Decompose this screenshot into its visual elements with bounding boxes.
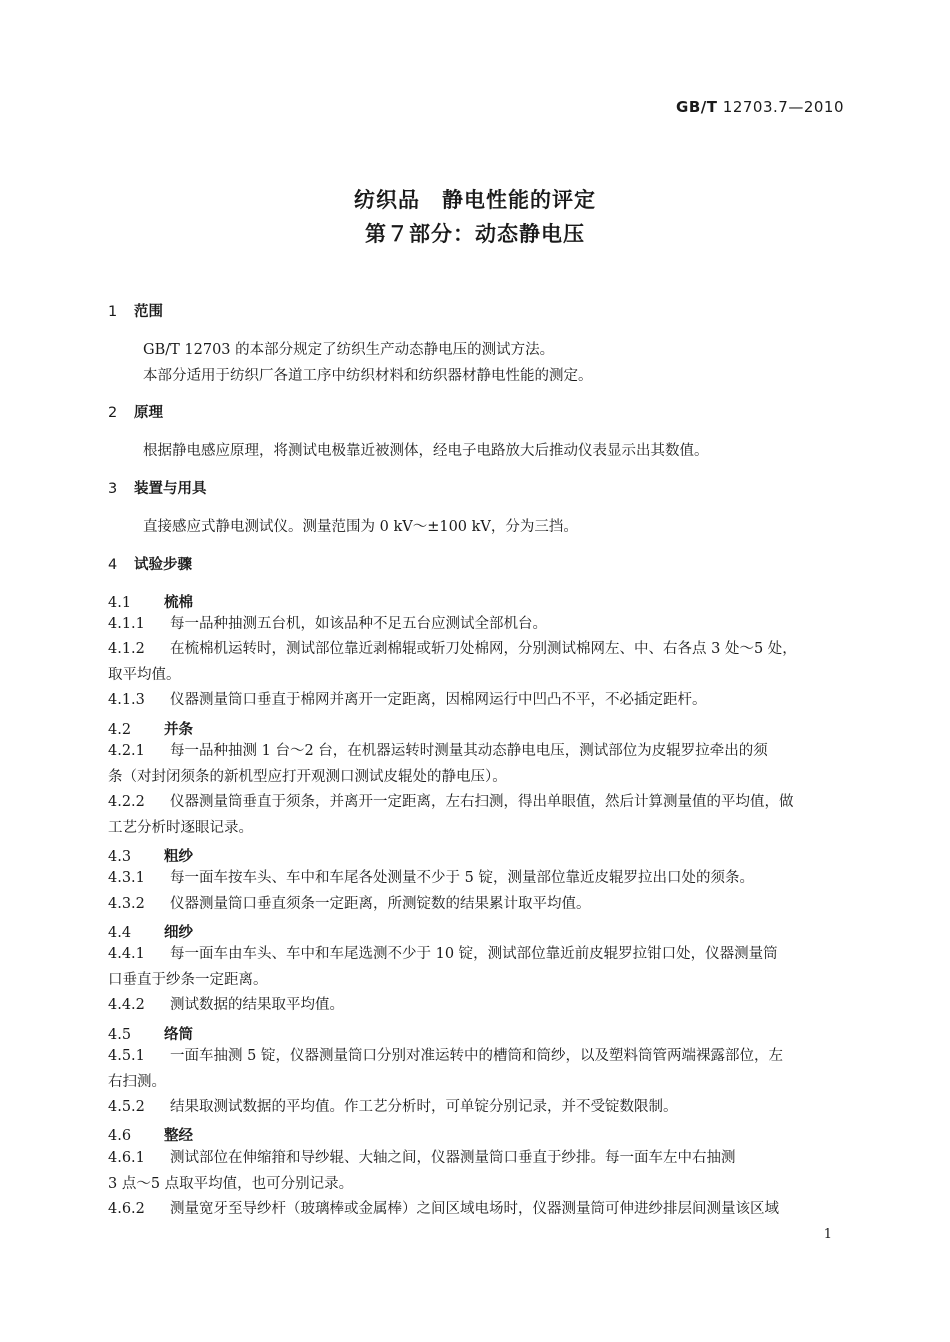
document-title: 纺织品 静电性能的评定 bbox=[354, 188, 596, 212]
subsection-number: 4.3 bbox=[108, 849, 132, 865]
subsection-number: 4.2 bbox=[108, 722, 132, 738]
clause-4-6-2 bbox=[108, 1196, 848, 1222]
clause-number: 4.1.1 bbox=[108, 616, 145, 632]
clause-text: 仪器测量筒口垂直须条一定距离，所测锭数的结果累计取平均值。 bbox=[170, 896, 591, 912]
section-heading-scope bbox=[108, 300, 163, 321]
standard-code bbox=[676, 98, 844, 116]
subsection-heading-spinning bbox=[108, 921, 193, 942]
paragraph: 根据静电感应原理，将测试电极靠近被测体，经电子电路放大后推动仪表显示出其数值。 bbox=[143, 443, 709, 459]
clause-text: 结果取测试数据的平均值。作工艺分析时，可单锭分别记录，并不受锭数限制。 bbox=[170, 1099, 678, 1115]
standard-prefix: GB/T bbox=[676, 98, 718, 116]
subsection-heading-roving bbox=[108, 845, 193, 866]
subsection-number: 4.5 bbox=[108, 1027, 132, 1043]
subsection-number: 4.6 bbox=[108, 1128, 132, 1144]
section-title: 范围 bbox=[134, 304, 163, 320]
clause-4-1-1 bbox=[108, 611, 848, 637]
clause-text: 测试部位在伸缩箝和导纱辊、大轴之间，仪器测量筒口垂直于纱排。每一面车左中右抽测 bbox=[170, 1150, 736, 1166]
standard-number: 12703.7—2010 bbox=[722, 98, 844, 116]
section-title: 装置与用具 bbox=[134, 481, 207, 497]
subsection-heading-winding bbox=[108, 1023, 193, 1044]
subsection-number: 4.1 bbox=[108, 595, 132, 611]
page-number: 1 bbox=[823, 1227, 832, 1242]
subsection-title: 梳棉 bbox=[164, 595, 193, 611]
clause-text-continued: 取平均值。 bbox=[108, 667, 181, 683]
document-subtitle: 第７部分：动态静电压 bbox=[365, 222, 585, 246]
section-number: 3 bbox=[108, 481, 118, 497]
clause-text: 一面车抽测 5 锭，仪器测量筒口分别对准运转中的槽筒和筒纱，以及塑料筒管两端裸露部位，左 bbox=[170, 1048, 783, 1064]
clause-text: 在梳棉机运转时，测试部位靠近剥棉辊或斩刀处棉网，分别测试棉网左、中、右各点 3 处～5 处， bbox=[170, 641, 797, 657]
subsection-heading-warping bbox=[108, 1124, 193, 1145]
clause-number: 4.3.1 bbox=[108, 870, 145, 886]
section-heading-principle bbox=[108, 401, 163, 422]
section-number: 1 bbox=[108, 304, 118, 320]
clause-number: 4.5.1 bbox=[108, 1048, 145, 1064]
clause-number: 4.2.2 bbox=[108, 794, 145, 810]
clause-text: 仪器测量筒口垂直于棉网并离开一定距离，因棉网运行中凹凸不平，不必插定距杆。 bbox=[170, 692, 707, 708]
subsection-heading-carding bbox=[108, 591, 193, 612]
subsection-title: 整经 bbox=[164, 1128, 193, 1144]
clause-text: 仪器测量筒垂直于须条，并离开一定距离，左右扫测，得出单眼值，然后计算测量值的平均值，做 bbox=[170, 794, 794, 810]
clause-4-1-3 bbox=[108, 687, 848, 713]
clause-4-3-2 bbox=[108, 891, 848, 917]
subsection-title: 粗纱 bbox=[164, 849, 193, 865]
section-heading-procedure bbox=[108, 553, 192, 574]
clause-number: 4.6.2 bbox=[108, 1201, 145, 1217]
section-title: 原理 bbox=[134, 405, 163, 421]
clause-number: 4.4.1 bbox=[108, 946, 145, 962]
clause-text: 每一面车由车头、车中和车尾选测不少于 10 锭，测试部位靠近前皮辊罗拉钳口处，仪器测量筒 bbox=[170, 946, 778, 962]
paragraph: 本部分适用于纺织厂各道工序中纺织材料和纺织器材静电性能的测定。 bbox=[143, 368, 593, 384]
clause-text: 测试数据的结果取平均值。 bbox=[170, 997, 344, 1013]
subsection-title: 络筒 bbox=[164, 1027, 193, 1043]
clause-4-3-1 bbox=[108, 865, 848, 891]
clause-text-continued: 右扫测。 bbox=[108, 1074, 166, 1090]
clause-number: 4.1.2 bbox=[108, 641, 145, 657]
clause-number: 4.4.2 bbox=[108, 997, 145, 1013]
clause-text: 每一面车按车头、车中和车尾各处测量不少于 5 锭，测量部位靠近皮辊罗拉出口处的须条。 bbox=[170, 870, 754, 886]
clause-number: 4.3.2 bbox=[108, 896, 145, 912]
subsection-heading-drawing bbox=[108, 718, 193, 739]
clause-4-2-1 bbox=[108, 738, 848, 790]
clause-text: 测量宽牙至导纱杆（玻璃棒或金属棒）之间区域电场时，仪器测量筒可伸进纱排层间测量该区域 bbox=[170, 1201, 779, 1217]
clause-4-5-2 bbox=[108, 1094, 848, 1120]
clause-4-1-2 bbox=[108, 636, 848, 688]
clause-4-4-2 bbox=[108, 992, 848, 1018]
clause-4-6-1 bbox=[108, 1145, 848, 1197]
clause-text: 每一品种抽测 1 台～2 台，在机器运转时测量其动态静电电压，测试部位为皮辊罗拉牵出的须 bbox=[170, 743, 768, 759]
section-title: 试验步骤 bbox=[134, 557, 192, 573]
clause-number: 4.1.3 bbox=[108, 692, 145, 708]
subsection-title: 细纱 bbox=[164, 925, 193, 941]
clause-text-continued: 工艺分析时逐眼记录。 bbox=[108, 820, 253, 836]
section-heading-apparatus bbox=[108, 477, 207, 498]
section-number: 2 bbox=[108, 405, 118, 421]
clause-4-2-2 bbox=[108, 789, 848, 841]
clause-4-5-1 bbox=[108, 1043, 848, 1095]
clause-text: 每一品种抽测五台机，如该品种不足五台应测试全部机台。 bbox=[170, 616, 547, 632]
clause-4-4-1 bbox=[108, 941, 848, 993]
section-number: 4 bbox=[108, 557, 118, 573]
paragraph: GB/T 12703 的本部分规定了纺织生产动态静电压的测试方法。 bbox=[143, 342, 555, 358]
clause-number: 4.5.2 bbox=[108, 1099, 145, 1115]
clause-text-continued: 3 点～5 点取平均值，也可分别记录。 bbox=[108, 1176, 354, 1192]
subsection-title: 并条 bbox=[164, 722, 193, 738]
clause-number: 4.6.1 bbox=[108, 1150, 145, 1166]
subsection-number: 4.4 bbox=[108, 925, 132, 941]
clause-text-continued: 条（对封闭须条的新机型应打开观测口测试皮辊处的静电压）。 bbox=[108, 769, 507, 785]
paragraph: 直接感应式静电测试仪。测量范围为 0 kV～±100 kV，分为三挡。 bbox=[143, 519, 578, 535]
clause-text-continued: 口垂直于纱条一定距离。 bbox=[108, 972, 268, 988]
clause-number: 4.2.1 bbox=[108, 743, 145, 759]
